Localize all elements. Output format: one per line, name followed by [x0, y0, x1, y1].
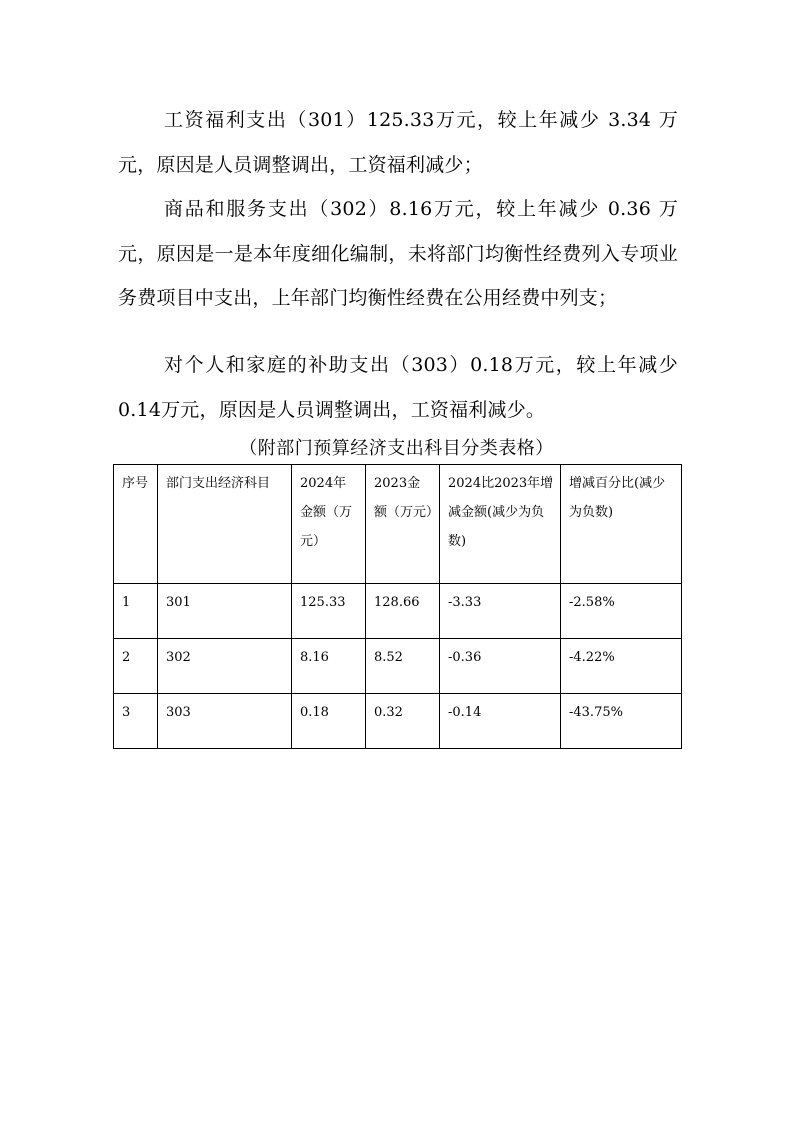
cell-subject: 302 [158, 639, 292, 694]
cell-2023-amount: 0.32 [366, 694, 440, 749]
cell-index: 3 [114, 694, 158, 749]
header-cell-2023-amount: 2023金额（万元） [366, 465, 440, 584]
table-row [114, 584, 682, 639]
cell-subject: 303 [158, 694, 292, 749]
cell-2024-amount: 0.18 [292, 694, 366, 749]
cell-change-amount: -3.33 [440, 584, 561, 639]
header-cell-2024-amount: 2024年金额（万元） [292, 465, 366, 584]
table-row [114, 694, 682, 749]
table-header-row [114, 465, 682, 584]
paragraph-salary-welfare: 工资福利支出（301）125.33万元，较上年减少 3.34 万元，原因是人员调整调出，工资福利减少； [118, 109, 678, 176]
cell-2024-amount: 125.33 [292, 584, 366, 639]
cell-2024-amount: 8.16 [292, 639, 366, 694]
cell-change-amount: -0.14 [440, 694, 561, 749]
paragraph-family-subsidy: 对个人和家庭的补助支出（303）0.18万元，较上年减少 0.14万元，原因是人员调整调出，工资福利减少。 [118, 354, 678, 421]
header-cell-change-percent: 增减百分比(减少为负数) [561, 465, 682, 584]
header-cell-index: 序号 [114, 465, 158, 584]
cell-change-percent: -2.58% [561, 584, 682, 639]
paragraph-goods-services: 商品和服务支出（302）8.16万元，较上年减少 0.36 万元，原因是一是本年度细化编制，未将部门均衡性经费列入专项业务费项目中支出，上年部门均衡性经费在公用经费中列支； [118, 198, 678, 309]
table-caption: （附部门预算经济支出科目分类表格） [239, 438, 554, 459]
cell-change-percent: -4.22% [561, 639, 682, 694]
header-cell-subject: 部门支出经济科目 [158, 465, 292, 584]
expenditure-table [113, 464, 682, 749]
cell-change-amount: -0.36 [440, 639, 561, 694]
cell-2023-amount: 128.66 [366, 584, 440, 639]
cell-subject: 301 [158, 584, 292, 639]
cell-change-percent: -43.75% [561, 694, 682, 749]
header-cell-change-amount: 2024比2023年增减金额(减少为负数) [440, 465, 561, 584]
table-row [114, 639, 682, 694]
cell-index: 2 [114, 639, 158, 694]
cell-2023-amount: 8.52 [366, 639, 440, 694]
cell-index: 1 [114, 584, 158, 639]
